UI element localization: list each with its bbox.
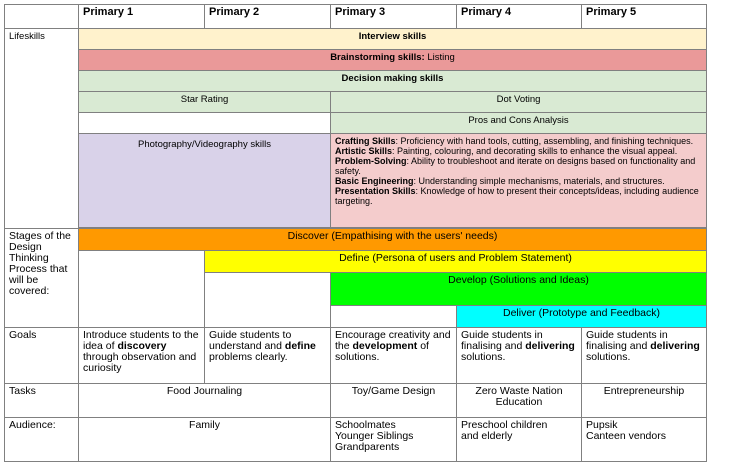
audience-primary-3: Schoolmates Younger Siblings Grandparents bbox=[331, 418, 457, 462]
header-primary-4: Primary 4 bbox=[457, 5, 582, 29]
brainstorming-label: Brainstorming skills: bbox=[330, 52, 425, 63]
row-label-tasks: Tasks bbox=[5, 384, 79, 418]
task-primary-1-2: Food Journaling bbox=[79, 384, 331, 418]
header-primary-5: Primary 5 bbox=[582, 5, 707, 29]
empty-cell bbox=[79, 113, 331, 134]
empty-cell bbox=[205, 273, 331, 328]
row-label-audience: Audience: bbox=[5, 418, 79, 462]
define-stage: Define (Persona of users and Problem Statement) bbox=[205, 251, 707, 273]
crafting-skill-item: Artistic Skills: Painting, colouring, and decorating skills to enhance the visual appeal. bbox=[335, 146, 678, 156]
crafting-skill-item: Problem-Solving: Ability to troubleshoot and iterate on designs based on functionality and safety. bbox=[335, 156, 696, 176]
pros-cons-cell: Pros and Cons Analysis bbox=[331, 113, 707, 134]
star-rating-cell: Star Rating bbox=[79, 92, 331, 113]
row-label-stages: Stages of the Design Thinking Process that will be covered: bbox=[5, 229, 79, 328]
audience-primary-4: Preschool children and elderly bbox=[457, 418, 582, 462]
goal-primary-2: Guide students to understand and define problems clearly. bbox=[205, 328, 331, 384]
header-primary-2: Primary 2 bbox=[205, 5, 331, 29]
crafting-skills-cell bbox=[331, 134, 707, 228]
empty-cell bbox=[331, 306, 457, 328]
crafting-skill-item: Crafting Skills: Proficiency with hand tools, cutting, assembling, and finishing techniques. bbox=[335, 136, 694, 146]
empty-cell bbox=[79, 251, 205, 328]
interview-skills-cell: Interview skills bbox=[79, 29, 707, 50]
row-label-goals: Goals bbox=[5, 328, 79, 384]
row-label-lifeskills: Lifeskills bbox=[5, 29, 79, 229]
dot-voting-cell: Dot Voting bbox=[331, 92, 707, 113]
header-primary-1: Primary 1 bbox=[79, 5, 205, 29]
goal-primary-3: Encourage creativity and the development of solutions. bbox=[331, 328, 457, 384]
audience-primary-1-2: Family bbox=[79, 418, 331, 462]
crafting-skill-item: Basic Engineering: Understanding simple mechanisms, materials, and structures. bbox=[335, 176, 665, 186]
corner-cell bbox=[5, 5, 79, 29]
task-primary-3: Toy/Game Design bbox=[331, 384, 457, 418]
crafting-skill-item: Presentation Skills: Knowledge of how to present their concepts/ideas, including audience targeting. bbox=[335, 186, 699, 206]
audience-primary-5: Pupsik Canteen vendors bbox=[582, 418, 707, 462]
brainstorming-skills-cell bbox=[79, 50, 707, 71]
develop-stage: Develop (Solutions and Ideas) bbox=[331, 273, 707, 306]
header-primary-3: Primary 3 bbox=[331, 5, 457, 29]
decision-making-cell: Decision making skills bbox=[79, 71, 707, 92]
brainstorming-value: Listing bbox=[424, 52, 455, 63]
task-primary-5: Entrepreneurship bbox=[582, 384, 707, 418]
goal-primary-5: Guide students in finalising and delivering solutions. bbox=[582, 328, 707, 384]
goal-primary-4: Guide students in finalising and delivering solutions. bbox=[457, 328, 582, 384]
goal-primary-1: Introduce students to the idea of discovery through observation and curiosity bbox=[79, 328, 205, 384]
discover-stage: Discover (Empathising with the users' needs) bbox=[79, 229, 707, 251]
deliver-stage: Deliver (Prototype and Feedback) bbox=[457, 306, 707, 328]
curriculum-table bbox=[4, 4, 707, 462]
photography-skills-cell: Photography/Videography skills bbox=[79, 134, 331, 228]
task-primary-4: Zero Waste Nation Education bbox=[457, 384, 582, 418]
